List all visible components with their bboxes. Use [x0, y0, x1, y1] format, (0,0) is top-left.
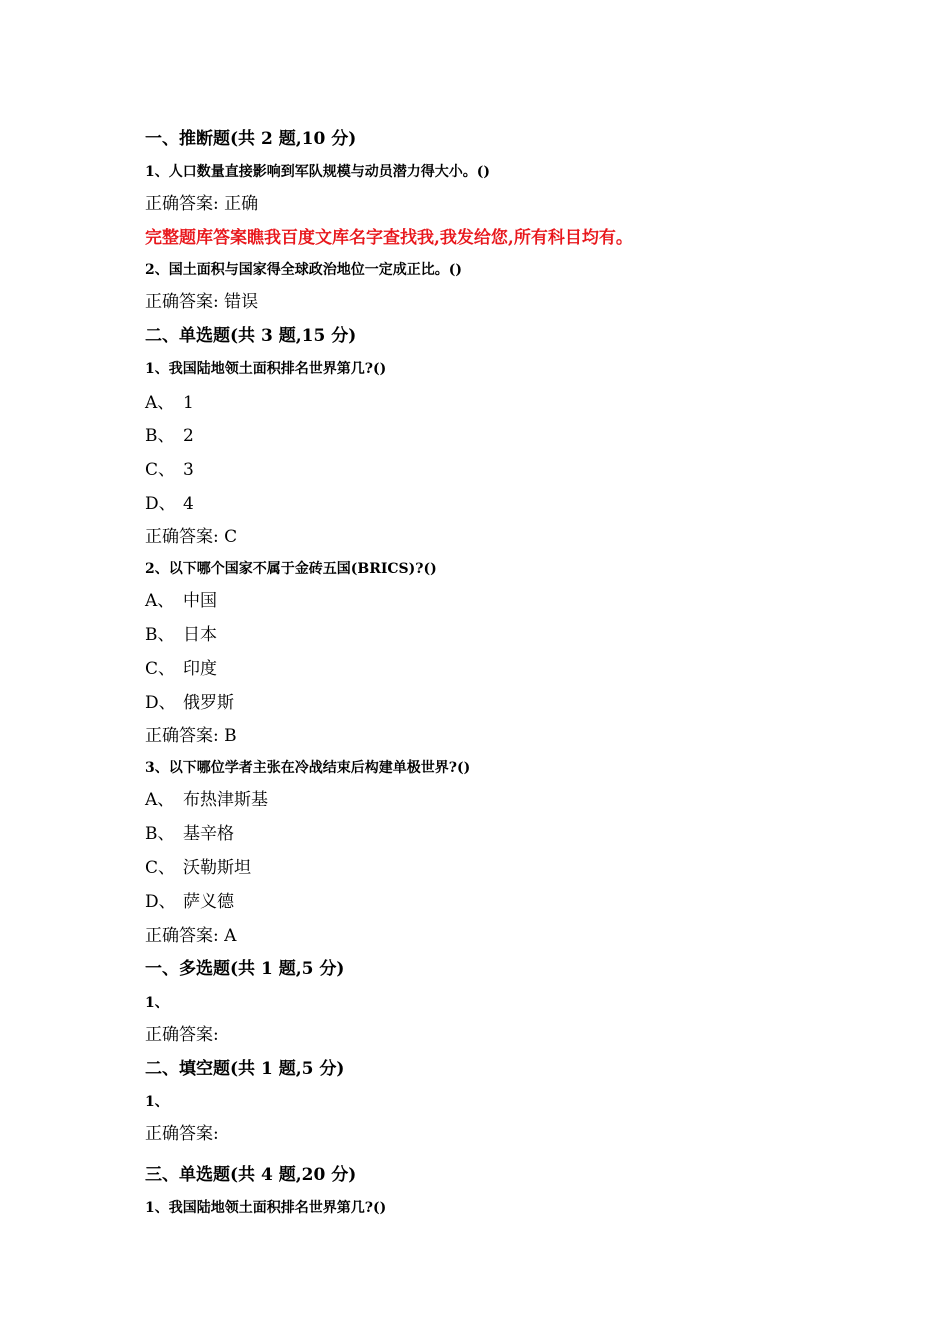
section-title-single-choice-2: 三、单选题(共 4 题,20 分) [145, 1165, 357, 1185]
answer-tf-1: 正确答案: 正确 [145, 194, 259, 214]
answer-sc-3: 正确答案: A [145, 926, 237, 946]
option-a: A、 布热津斯基 [145, 790, 268, 810]
option-b: B、 2 [145, 426, 194, 446]
question-sc-4: 1、我国陆地领土面积排名世界第几?() [145, 1200, 387, 1216]
option-b: B、 基辛格 [145, 824, 234, 844]
section-title-multi-choice: 一、多选题(共 1 题,5 分) [145, 959, 345, 979]
option-a: A、 中国 [145, 591, 217, 611]
question-fb-1: 1、 [145, 1094, 169, 1110]
option-c: C、 沃勒斯坦 [145, 858, 251, 878]
answer-sc-1: 正确答案: C [145, 527, 238, 547]
question-sc-2: 2、以下哪个国家不属于金砖五国(BRICS)?() [145, 561, 437, 577]
option-d: D、 萨义德 [145, 892, 234, 912]
question-sc-3: 3、以下哪位学者主张在冷战结束后构建单极世界?() [145, 760, 471, 776]
option-c: C、 印度 [145, 659, 217, 679]
question-tf-1: 1、人口数量直接影响到军队规模与动员潜力得大小。() [145, 164, 490, 180]
answer-mc-1: 正确答案: [145, 1025, 219, 1045]
answer-tf-2: 正确答案: 错误 [145, 292, 259, 312]
promo-notice: 完整题库答案瞧我百度文库名字查找我,我发给您,所有科目均有。 [145, 228, 633, 248]
option-a: A、 1 [145, 393, 194, 413]
question-tf-2: 2、国土面积与国家得全球政治地位一定成正比。() [145, 262, 462, 278]
question-mc-1: 1、 [145, 995, 169, 1011]
option-b: B、 日本 [145, 625, 217, 645]
answer-sc-2: 正确答案: B [145, 726, 237, 746]
section-title-judgment: 一、推断题(共 2 题,10 分) [145, 129, 357, 149]
option-c: C、 3 [145, 460, 194, 480]
section-title-single-choice: 二、单选题(共 3 题,15 分) [145, 326, 357, 346]
answer-fb-1: 正确答案: [145, 1124, 219, 1144]
section-title-fill-blank: 二、填空题(共 1 题,5 分) [145, 1059, 345, 1079]
option-d: D、 4 [145, 494, 194, 514]
question-sc-1: 1、我国陆地领土面积排名世界第几?() [145, 361, 387, 377]
option-d: D、 俄罗斯 [145, 693, 234, 713]
